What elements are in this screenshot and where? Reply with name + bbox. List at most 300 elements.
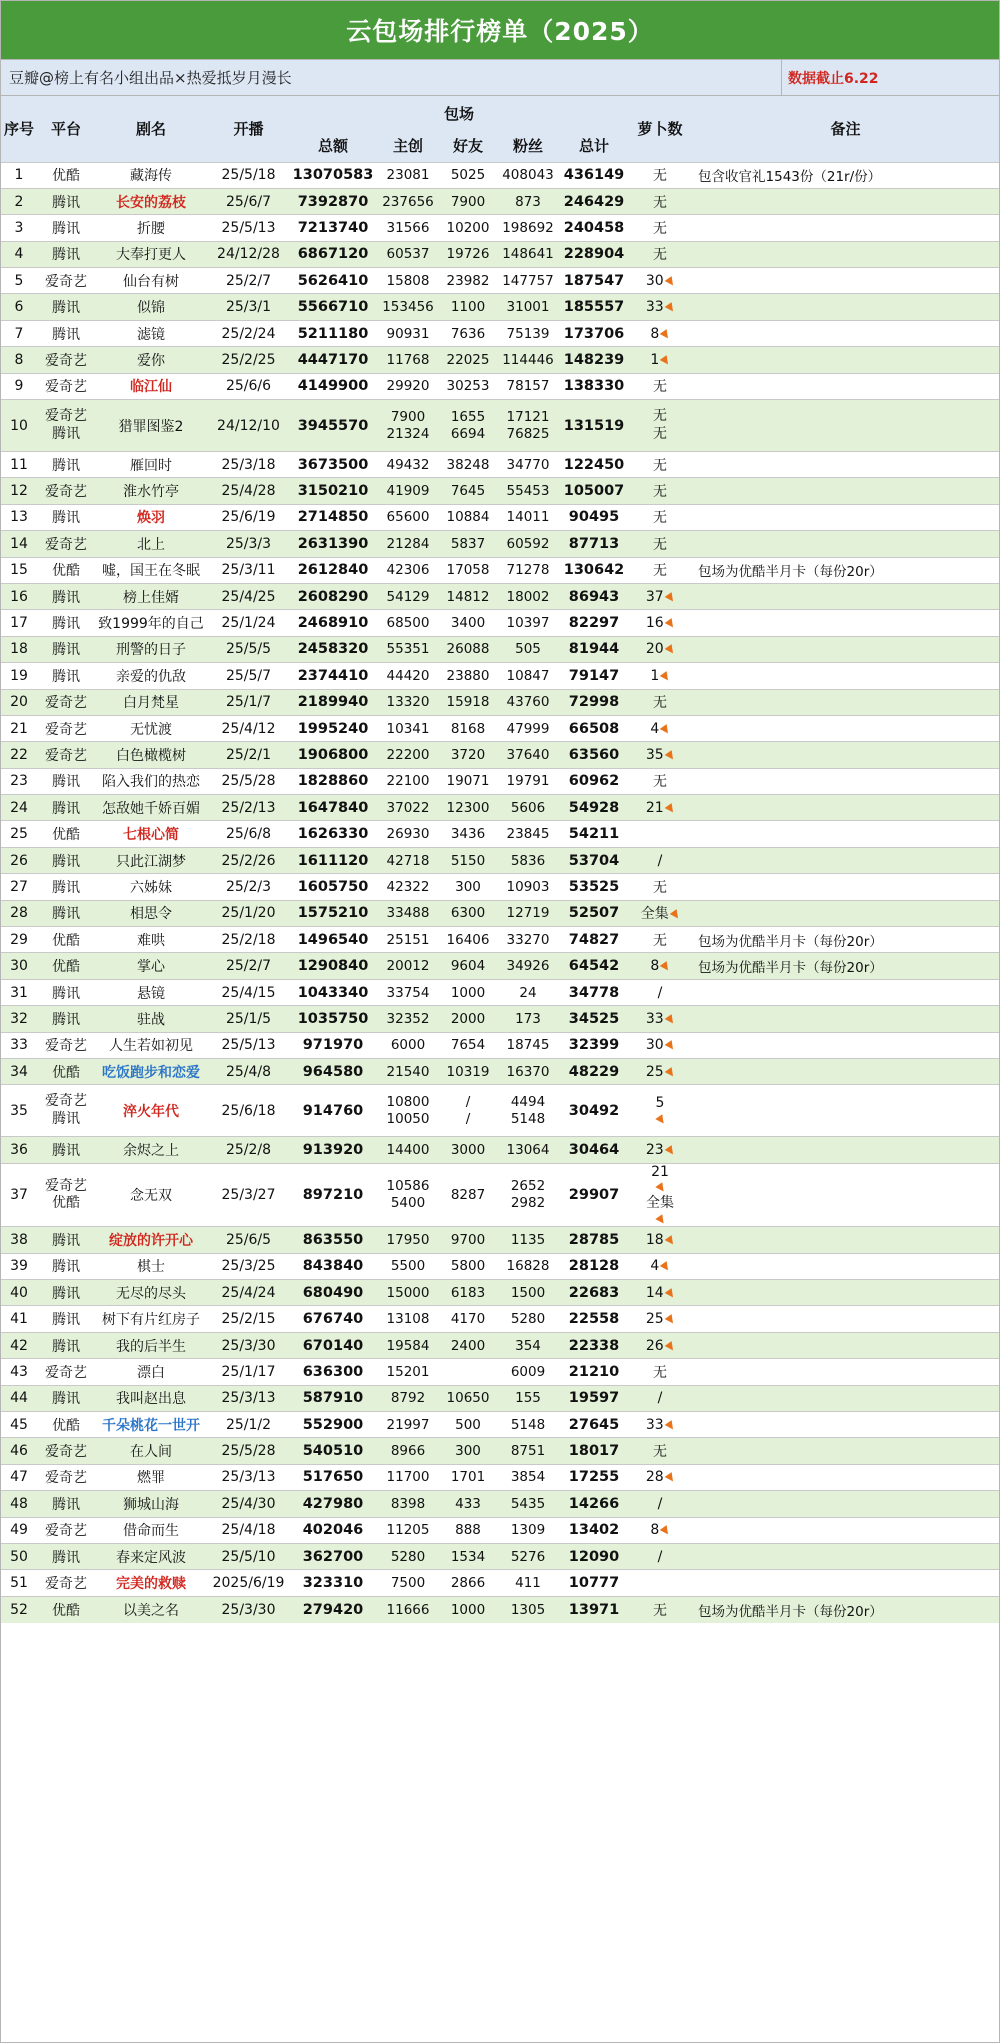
fan-cell: 71278	[496, 557, 560, 583]
show-name-cell: 怎敌她千娇百媚	[95, 795, 207, 821]
friend-cell: 3400	[440, 610, 496, 636]
air-date-cell: 24/12/28	[207, 241, 290, 267]
friend-cell: 2000	[440, 1006, 496, 1032]
platform-cell-b: 腾讯	[52, 425, 80, 442]
fan-cell: 47999	[496, 715, 560, 741]
creator-cell: 6000	[376, 1032, 440, 1058]
rank-cell: 25	[1, 821, 37, 847]
platform-cell: 腾讯	[37, 1006, 95, 1032]
table-row	[1, 742, 999, 768]
radish-value: 26	[645, 1337, 664, 1354]
creator-cell: 68500	[376, 610, 440, 636]
creator-cell: 20012	[376, 953, 440, 979]
show-name-cell: 完美的救赎	[95, 1570, 207, 1596]
platform-cell-a: 爱奇艺	[45, 1177, 87, 1194]
radish-value: 无	[653, 168, 668, 185]
carrot-icon: ▼	[667, 907, 683, 923]
radish-count-a	[628, 1164, 692, 1195]
note-cell	[692, 1253, 999, 1279]
radish-count	[628, 768, 692, 794]
total-cell: 5566710	[290, 294, 376, 320]
radish-count	[628, 1085, 692, 1137]
total-cell: 5211180	[290, 320, 376, 346]
friend-cell: 300	[440, 874, 496, 900]
platform-cell: 腾讯	[37, 1385, 95, 1411]
rank-cell: 4	[1, 241, 37, 267]
total-cell: 670140	[290, 1332, 376, 1358]
radish-value: /	[657, 1495, 663, 1512]
platform-cell: 爱奇艺	[37, 742, 95, 768]
note-cell	[692, 1570, 999, 1596]
show-name-cell: 陷入我们的热恋	[95, 768, 207, 794]
creator-cell: 8398	[376, 1491, 440, 1517]
radish-count-a	[628, 408, 692, 426]
total-cell: 517650	[290, 1464, 376, 1490]
fan-cell: 60592	[496, 531, 560, 557]
friend-cell: 5025	[440, 162, 496, 188]
rank-cell: 29	[1, 927, 37, 953]
show-name-cell: 树下有片红房子	[95, 1306, 207, 1332]
friend-cell: 7636	[440, 320, 496, 346]
radish-count	[628, 294, 692, 320]
total-cell: 913920	[290, 1137, 376, 1163]
radish-value: 33	[645, 299, 664, 316]
note-cell	[692, 715, 999, 741]
sum-cell: 13971	[560, 1596, 628, 1622]
show-name-cell: 七根心简	[95, 821, 207, 847]
creator-cell: 13108	[376, 1306, 440, 1332]
sheet-title: 云包场排行榜单（2025）	[1, 1, 999, 59]
radish-count	[628, 1332, 692, 1358]
note-cell	[692, 663, 999, 689]
sum-cell: 30492	[560, 1085, 628, 1137]
radish-value: 无	[653, 457, 668, 474]
note-cell	[692, 215, 999, 241]
radish-value: 无	[653, 563, 668, 580]
rank-cell: 30	[1, 953, 37, 979]
friend-cell: 15918	[440, 689, 496, 715]
rank-cell: 26	[1, 847, 37, 873]
friend-cell-a: /	[465, 1094, 471, 1111]
platform-cell: 爱奇艺	[37, 373, 95, 399]
show-name-cell: 大奉打更人	[95, 241, 207, 267]
fan-cell	[496, 400, 560, 452]
table-row	[1, 953, 999, 979]
total-cell: 680490	[290, 1280, 376, 1306]
carrot-icon: ▼	[658, 1523, 673, 1539]
rank-cell: 27	[1, 874, 37, 900]
show-name-cell: 吃饭跑步和恋爱	[95, 1059, 207, 1085]
air-date-cell: 25/5/13	[207, 1032, 290, 1058]
table-row	[1, 689, 999, 715]
sum-cell: 82297	[560, 610, 628, 636]
total-cell: 636300	[290, 1359, 376, 1385]
fan-cell: 198692	[496, 215, 560, 241]
sum-cell: 187547	[560, 268, 628, 294]
creator-cell	[376, 1085, 440, 1137]
platform-cell: 爱奇艺	[37, 478, 95, 504]
show-name-cell: 余烬之上	[95, 1137, 207, 1163]
rank-cell: 22	[1, 742, 37, 768]
carrot-icon: ▼	[662, 1232, 678, 1249]
fan-cell-a: 17121	[506, 408, 550, 425]
total-cell: 2608290	[290, 583, 376, 609]
note-cell	[692, 1059, 999, 1085]
air-date-cell: 25/6/8	[207, 821, 290, 847]
show-name-cell: 千朵桃花一世开	[95, 1412, 207, 1438]
sum-cell: 130642	[560, 557, 628, 583]
rank-cell: 17	[1, 610, 37, 636]
note-cell	[692, 1543, 999, 1569]
table-body	[1, 162, 999, 1623]
total-cell: 2612840	[290, 557, 376, 583]
note-cell	[692, 1006, 999, 1032]
platform-cell: 爱奇艺	[37, 347, 95, 373]
fan-cell: 1305	[496, 1596, 560, 1622]
friend-cell-a: 8287	[450, 1186, 486, 1203]
table-row	[1, 636, 999, 662]
sum-cell: 34778	[560, 979, 628, 1005]
friend-cell: 5800	[440, 1253, 496, 1279]
show-name-cell: 六姊妹	[95, 874, 207, 900]
note-cell	[692, 742, 999, 768]
total-cell: 362700	[290, 1543, 376, 1569]
radish-count	[628, 1412, 692, 1438]
total-cell: 2374410	[290, 663, 376, 689]
show-name-cell: 以美之名	[95, 1596, 207, 1622]
sum-cell: 240458	[560, 215, 628, 241]
creator-cell: 29920	[376, 373, 440, 399]
radish-value: 25	[645, 1063, 664, 1080]
rank-cell: 8	[1, 347, 37, 373]
total-cell: 971970	[290, 1032, 376, 1058]
carrot-icon: ▼	[662, 1011, 678, 1028]
creator-cell: 55351	[376, 636, 440, 662]
radish-count	[628, 1385, 692, 1411]
air-date-cell: 25/2/7	[207, 953, 290, 979]
creator-cell	[376, 1163, 440, 1227]
creator-cell: 11700	[376, 1464, 440, 1490]
radish-value: 无	[653, 379, 668, 396]
note-cell	[692, 531, 999, 557]
rank-cell: 34	[1, 1059, 37, 1085]
sum-cell: 22683	[560, 1280, 628, 1306]
friend-cell: 7645	[440, 478, 496, 504]
air-date-cell: 25/6/6	[207, 373, 290, 399]
rank-cell: 52	[1, 1596, 37, 1622]
show-name-cell: 狮城山海	[95, 1491, 207, 1517]
creator-cell: 33488	[376, 900, 440, 926]
radish-count	[628, 400, 692, 452]
show-name-cell: 难哄	[95, 927, 207, 953]
friend-cell: 9700	[440, 1227, 496, 1253]
radish-value: 无	[653, 695, 668, 712]
total-cell: 2458320	[290, 636, 376, 662]
fan-cell: 1309	[496, 1517, 560, 1543]
friend-cell: 1100	[440, 294, 496, 320]
total-cell: 964580	[290, 1059, 376, 1085]
radish-value: 无	[653, 1364, 668, 1381]
air-date-cell: 25/6/7	[207, 188, 290, 214]
note-cell	[692, 1227, 999, 1253]
note-cell	[692, 1280, 999, 1306]
ranking-table	[1, 96, 999, 1623]
friend-cell: 6300	[440, 900, 496, 926]
rank-cell: 42	[1, 1332, 37, 1358]
friend-cell: 14812	[440, 583, 496, 609]
rank-cell: 31	[1, 979, 37, 1005]
friend-cell: 19071	[440, 768, 496, 794]
radish-value: 无	[653, 879, 668, 896]
radish-value: /	[657, 852, 663, 869]
note-cell	[692, 583, 999, 609]
rank-cell: 44	[1, 1385, 37, 1411]
sum-cell: 14266	[560, 1491, 628, 1517]
table-row	[1, 1464, 999, 1490]
platform-cell: 爱奇艺	[37, 1359, 95, 1385]
platform-cell: 腾讯	[37, 1306, 95, 1332]
fan-cell	[496, 1163, 560, 1227]
radish-count	[628, 373, 692, 399]
platform-cell: 腾讯	[37, 452, 95, 478]
fan-cell: 18745	[496, 1032, 560, 1058]
creator-cell: 21540	[376, 1059, 440, 1085]
radish-value: 8	[650, 325, 660, 342]
table-row	[1, 188, 999, 214]
air-date-cell: 25/3/30	[207, 1332, 290, 1358]
show-name-cell: 藏海传	[95, 162, 207, 188]
fan-cell: 10847	[496, 663, 560, 689]
radish-count	[628, 162, 692, 188]
rank-cell: 39	[1, 1253, 37, 1279]
table-row	[1, 1059, 999, 1085]
rank-cell: 49	[1, 1517, 37, 1543]
header-sum: 总计	[560, 130, 628, 162]
rank-cell: 18	[1, 636, 37, 662]
rank-cell: 16	[1, 583, 37, 609]
air-date-cell: 25/1/7	[207, 689, 290, 715]
note-cell: 包场为优酷半月卡（每份20r）	[692, 953, 999, 979]
radish-value: 无	[653, 220, 668, 237]
show-name-cell: 只此江湖梦	[95, 847, 207, 873]
note-cell	[692, 1306, 999, 1332]
friend-cell: 2866	[440, 1570, 496, 1596]
note-cell	[692, 320, 999, 346]
creator-cell: 19584	[376, 1332, 440, 1358]
sum-cell: 72998	[560, 689, 628, 715]
table-row	[1, 1491, 999, 1517]
air-date-cell: 25/4/30	[207, 1491, 290, 1517]
table-row	[1, 478, 999, 504]
rank-cell: 14	[1, 531, 37, 557]
header-air: 开播	[207, 96, 290, 162]
table-row	[1, 347, 999, 373]
radish-count	[628, 1306, 692, 1332]
table-row	[1, 1163, 999, 1227]
table-row	[1, 531, 999, 557]
fan-cell-b: 76825	[506, 425, 550, 442]
creator-cell: 54129	[376, 583, 440, 609]
total-cell: 279420	[290, 1596, 376, 1622]
air-date-cell: 25/4/18	[207, 1517, 290, 1543]
table-row	[1, 557, 999, 583]
creator-cell: 8966	[376, 1438, 440, 1464]
radish-count	[628, 979, 692, 1005]
friend-cell: 1000	[440, 1596, 496, 1622]
table-row	[1, 1543, 999, 1569]
note-cell	[692, 1412, 999, 1438]
radish-count	[628, 795, 692, 821]
rank-cell: 32	[1, 1006, 37, 1032]
creator-cell: 44420	[376, 663, 440, 689]
note-cell	[692, 1032, 999, 1058]
table-row	[1, 900, 999, 926]
radish-count	[628, 900, 692, 926]
creator-cell-a: 7900	[390, 408, 426, 425]
friend-cell: 10319	[440, 1059, 496, 1085]
platform-cell: 腾讯	[37, 1227, 95, 1253]
fan-cell: 148641	[496, 241, 560, 267]
platform-cell: 腾讯	[37, 768, 95, 794]
fan-cell: 147757	[496, 268, 560, 294]
creator-cell: 42322	[376, 874, 440, 900]
sum-cell: 28785	[560, 1227, 628, 1253]
friend-cell: 23982	[440, 268, 496, 294]
platform-cell	[37, 1163, 95, 1227]
air-date-cell: 2025/6/19	[207, 1570, 290, 1596]
total-cell: 1043340	[290, 979, 376, 1005]
rank-cell: 38	[1, 1227, 37, 1253]
friend-cell: 4170	[440, 1306, 496, 1332]
creator-cell: 26930	[376, 821, 440, 847]
show-name-cell: 念无双	[95, 1163, 207, 1227]
note-cell	[692, 795, 999, 821]
platform-cell: 腾讯	[37, 874, 95, 900]
show-name-cell: 人生若如初见	[95, 1032, 207, 1058]
carrot-icon: ▼	[653, 1211, 668, 1227]
show-name-cell: 长安的荔枝	[95, 188, 207, 214]
air-date-cell: 25/4/28	[207, 478, 290, 504]
sum-cell: 54211	[560, 821, 628, 847]
rank-cell: 33	[1, 1032, 37, 1058]
air-date-cell: 25/5/28	[207, 768, 290, 794]
creator-cell	[376, 400, 440, 452]
friend-cell: 38248	[440, 452, 496, 478]
fan-cell	[496, 1085, 560, 1137]
creator-cell: 32352	[376, 1006, 440, 1032]
carrot-icon: ▼	[662, 1285, 678, 1302]
radish-count	[628, 504, 692, 530]
show-name-cell: 棋士	[95, 1253, 207, 1279]
platform-cell: 腾讯	[37, 636, 95, 662]
creator-cell: 25151	[376, 927, 440, 953]
table-row	[1, 1570, 999, 1596]
total-cell: 2714850	[290, 504, 376, 530]
radish-value: 全集	[646, 1195, 675, 1212]
total-cell: 323310	[290, 1570, 376, 1596]
platform-cell-a: 爱奇艺	[45, 1093, 87, 1110]
platform-cell: 优酷	[37, 557, 95, 583]
platform-cell: 优酷	[37, 927, 95, 953]
table-row	[1, 1006, 999, 1032]
air-date-cell: 25/3/11	[207, 557, 290, 583]
radish-count	[628, 1517, 692, 1543]
platform-cell: 腾讯	[37, 294, 95, 320]
fan-cell: 24	[496, 979, 560, 1005]
radish-value: 全集	[640, 906, 669, 923]
show-name-cell: 亲爱的仇敌	[95, 663, 207, 689]
show-name-cell: 驻战	[95, 1006, 207, 1032]
rank-cell: 43	[1, 1359, 37, 1385]
sum-cell: 53704	[560, 847, 628, 873]
note-cell	[692, 636, 999, 662]
total-cell: 3150210	[290, 478, 376, 504]
creator-cell: 5280	[376, 1543, 440, 1569]
platform-cell: 腾讯	[37, 583, 95, 609]
platform-cell: 优酷	[37, 821, 95, 847]
radish-value: 无	[653, 536, 668, 553]
table-row	[1, 821, 999, 847]
fan-cell: 10903	[496, 874, 560, 900]
sum-cell: 148239	[560, 347, 628, 373]
friend-cell: 3000	[440, 1137, 496, 1163]
radish-count	[628, 1359, 692, 1385]
radish-count	[628, 557, 692, 583]
fan-cell: 12719	[496, 900, 560, 926]
show-name-cell: 无忧渡	[95, 715, 207, 741]
rank-cell: 11	[1, 452, 37, 478]
radish-value: 无	[653, 1602, 668, 1619]
show-name-cell: 猎罪图鉴2	[95, 400, 207, 452]
air-date-cell: 25/4/12	[207, 715, 290, 741]
fan-cell: 37640	[496, 742, 560, 768]
platform-cell: 腾讯	[37, 795, 95, 821]
radish-count	[628, 347, 692, 373]
radish-value: 无	[653, 194, 668, 211]
note-cell	[692, 268, 999, 294]
air-date-cell: 25/6/5	[207, 1227, 290, 1253]
show-name-cell: 爱你	[95, 347, 207, 373]
sum-cell: 90495	[560, 504, 628, 530]
fan-cell: 5435	[496, 1491, 560, 1517]
table-row	[1, 1332, 999, 1358]
platform-cell: 腾讯	[37, 215, 95, 241]
air-date-cell: 25/3/18	[207, 452, 290, 478]
platform-cell-b: 优酷	[52, 1195, 80, 1212]
platform-cell: 腾讯	[37, 320, 95, 346]
note-cell	[692, 821, 999, 847]
note-cell	[692, 1163, 999, 1227]
total-cell: 7392870	[290, 188, 376, 214]
radish-count	[628, 1438, 692, 1464]
creator-cell: 90931	[376, 320, 440, 346]
carrot-icon: ▼	[662, 1064, 678, 1080]
sum-cell: 87713	[560, 531, 628, 557]
friend-cell	[440, 1359, 496, 1385]
show-name-cell: 致1999年的自己	[95, 610, 207, 636]
radish-value: 33	[645, 1010, 664, 1027]
platform-cell: 腾讯	[37, 663, 95, 689]
note-cell	[692, 847, 999, 873]
note-cell	[692, 1464, 999, 1490]
table-row	[1, 927, 999, 953]
radish-value: 16	[645, 615, 664, 632]
fan-cell: 23845	[496, 821, 560, 847]
carrot-icon: ▼	[662, 642, 678, 658]
fan-cell: 78157	[496, 373, 560, 399]
table-row	[1, 610, 999, 636]
friend-cell-a: 1655	[450, 408, 486, 425]
